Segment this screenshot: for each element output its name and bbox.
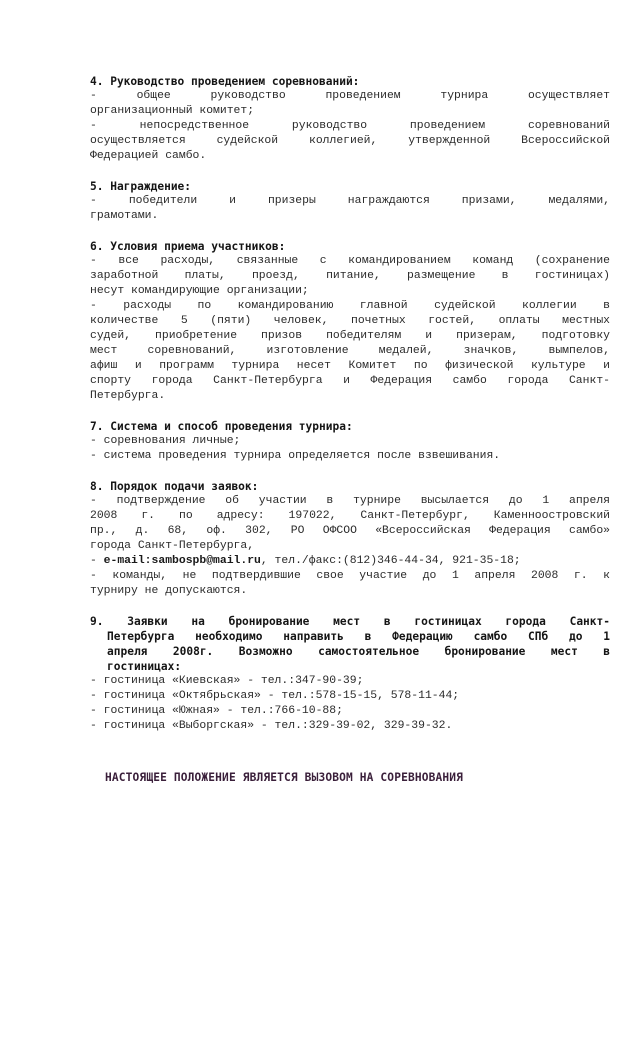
bullet: - <box>90 555 104 567</box>
text-line: заработной платы, проезд, питание, размещение в гостиницах) <box>90 270 610 282</box>
text-line: организационный комитет; <box>90 105 255 117</box>
text-line: турниру не допускаются. <box>90 585 248 597</box>
text-line: - победители и призеры награждаются призами, медалями, <box>90 195 610 207</box>
hotel-item: - гостиница «Октябрьская» - тел.:578-15-15, 578-11-44; <box>90 690 460 702</box>
text-line: мест соревнований, изготовление медалей, значков, вымпелов, <box>90 345 610 357</box>
text-line: судей, приобретение призов победителям и призерам, подготовку <box>90 330 610 342</box>
section-hotel-booking <box>90 614 610 734</box>
hotel-item: - гостиница «Южная» - тел.:766-10-88; <box>90 705 343 717</box>
hotel-item: - гостиница «Выборгская» - тел.:329-39-02, 329-39-32. <box>90 720 453 732</box>
text-line: - система проведения турнира определяется после взвешивания. <box>90 450 501 462</box>
document-body <box>90 74 610 749</box>
text-line: - непосредственное руководство проведением соревнований <box>90 120 610 132</box>
email-line <box>90 554 610 569</box>
section-heading <box>90 614 610 674</box>
hotel-item: - гостиница «Киевская» - тел.:347-90-39; <box>90 675 364 687</box>
text-line: - соревнования личные; <box>90 435 241 447</box>
heading-line: апреля 2008г. Возможно самостоятельное бронирование мест в <box>107 645 610 658</box>
text-line: Петербурга. <box>90 390 166 402</box>
text-line: города Санкт-Петербурга, <box>90 540 255 552</box>
text-line: количестве 5 (пяти) человек, почетных гостей, оплаты местных <box>90 315 610 327</box>
section-heading: 8. Порядок подачи заявок: <box>90 480 259 493</box>
text-line: осуществляется судейской коллегией, утвержденной Всероссийской <box>90 135 610 147</box>
text-line: - команды, не подтвердившие свое участие до 1 апреля 2008 г. к <box>90 570 610 582</box>
heading-line: гостиницах: <box>107 660 182 673</box>
heading-line: 9. Заявки на бронирование мест в гостиницах города Санкт- <box>90 615 610 628</box>
heading-line: Петербурга необходимо направить в Федерацию самбо СПб до 1 <box>107 630 610 643</box>
section-tournament-system <box>90 419 610 464</box>
phone-text: , тел./факс:(812)346-44-34, 921-35-18; <box>260 555 521 567</box>
email-link[interactable]: e-mail:sambospb@mail.ru <box>103 555 261 567</box>
section-heading: 4. Руководство проведением соревнований: <box>90 75 360 88</box>
section-awards <box>90 179 610 224</box>
section-heading: 5. Награждение: <box>90 180 192 193</box>
text-line: - все расходы, связанные с командированием команд (сохранение <box>90 255 610 267</box>
text-line: Федерацией самбо. <box>90 150 207 162</box>
text-line: несут командирующие организации; <box>90 285 309 297</box>
text-line: - подтверждение об участии в турнире высылается до 1 апреля <box>90 495 610 507</box>
section-admission-conditions <box>90 239 610 404</box>
text-line: грамотами. <box>90 210 159 222</box>
section-application-procedure <box>90 479 610 599</box>
section-heading: 7. Система и способ проведения турнира: <box>90 420 353 433</box>
closing-statement: НАСТОЯЩЕЕ ПОЛОЖЕНИЕ ЯВЛЯЕТСЯ ВЫЗОВОМ НА СОРЕВНОВАНИЯ <box>105 771 464 784</box>
section-management <box>90 74 610 164</box>
text-line: 2008 г. по адресу: 197022, Санкт-Петербург, Каменноостровский <box>90 510 610 522</box>
text-line: спорту города Санкт-Петербурга и Федерация самбо города Санкт- <box>90 375 610 387</box>
section-heading: 6. Условия приема участников: <box>90 240 286 253</box>
text-line: пр., д. 68, оф. 302, РО ОФСОО «Всероссийская Федерация самбо» <box>90 525 610 537</box>
text-line: - общее руководство проведением турнира осуществляет <box>90 90 610 102</box>
text-line: - расходы по командированию главной судейской коллегии в <box>90 300 610 312</box>
text-line: афиш и программ турнира несет Комитет по физической культуре и <box>90 360 610 372</box>
